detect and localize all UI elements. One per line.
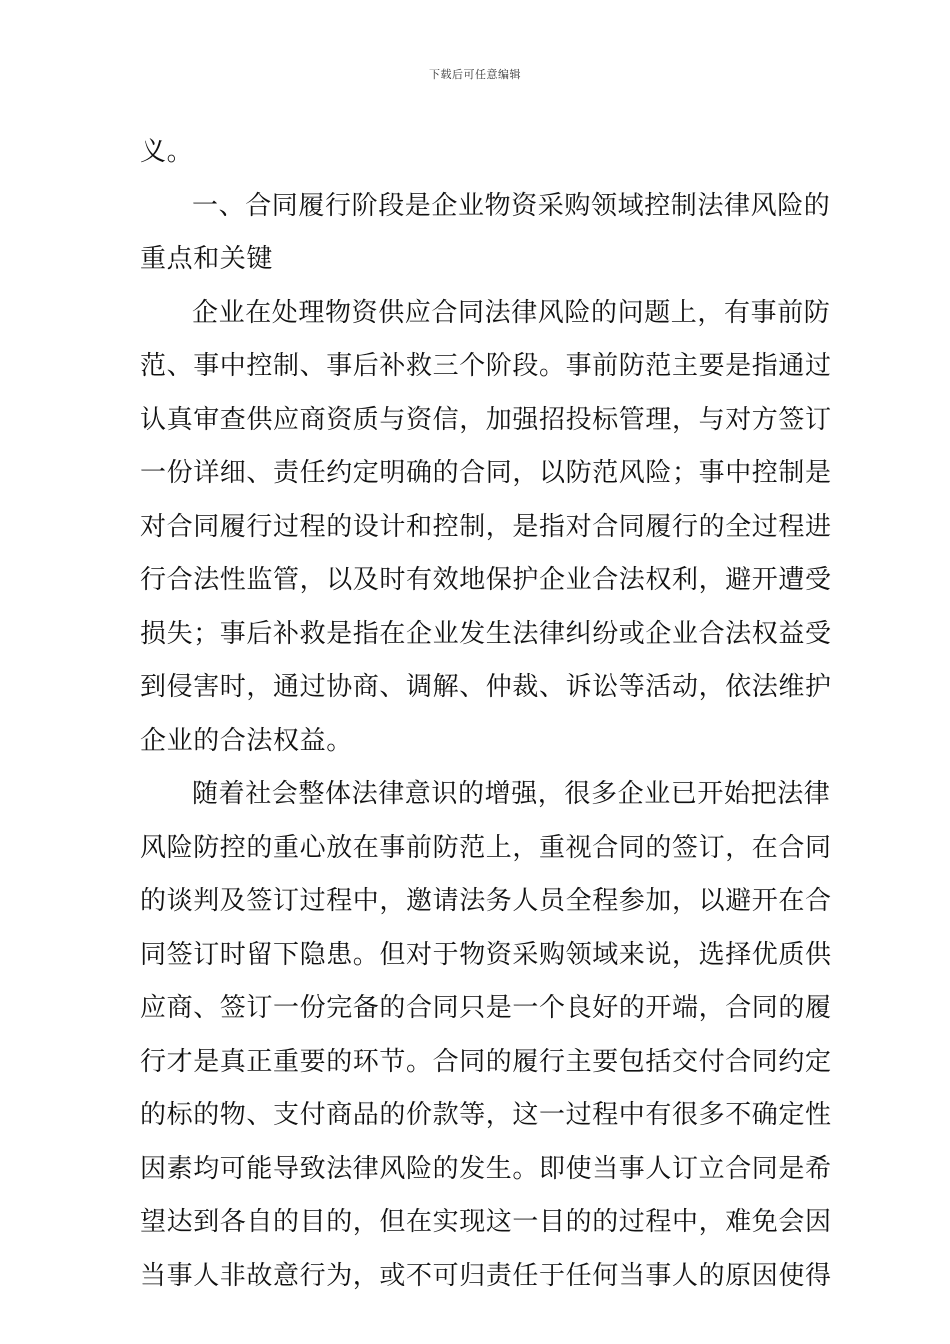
text-line: 的谈判及签订过程中，邀请法务人员全程参加，以避开在合 <box>140 886 832 916</box>
text-line: 损失；事后补救是指在企业发生法律纠纷或企业合法权益受 <box>140 618 832 649</box>
section-heading-line: 一、合同履行阶段是企业物资采购领域控制法律风险的 <box>192 190 831 221</box>
text-line: 望达到各自的目的，但在实现这一目的的过程中，难免会因 <box>140 1207 832 1237</box>
text-line: 行合法性监管，以及时有效地保护企业合法权利，避开遭受 <box>140 565 832 595</box>
text-line: 行才是真正重要的环节。合同的履行主要包括交付合同约定 <box>140 1046 832 1077</box>
body-text <box>140 126 832 1303</box>
text-line: 当事人非故意行为，或不可归责任于任何当事人的原因使得 <box>140 1260 832 1291</box>
section-heading-line: 重点和关键 <box>140 244 274 274</box>
text-line: 同签订时留下隐患。但对于物资采购领域来说，选择优质供 <box>140 939 832 970</box>
text-line: 一份详细、责任约定明确的合同，以防范风险；事中控制是 <box>140 458 832 488</box>
header-note: 下载后可任意编辑 <box>429 68 521 81</box>
text-line: 范、事中控制、事后补救三个阶段。事前防范主要是指通过 <box>140 351 832 381</box>
text-line: 义。 <box>140 137 194 167</box>
text-line: 认真审查供应商资质与资信，加强招投标管理，与对方签订 <box>140 404 832 435</box>
text-line: 企业在处理物资供应合同法律风险的问题上，有事前防 <box>192 297 831 328</box>
text-line: 因素均可能导致法律风险的发生。即使当事人订立合同是希 <box>140 1153 832 1184</box>
text-line: 企业的合法权益。 <box>140 725 353 756</box>
text-line: 随着社会整体法律意识的增强，很多企业已开始把法律 <box>192 779 831 809</box>
text-line: 的标的物、支付商品的价款等，这一过程中有很多不确定性 <box>140 1100 832 1130</box>
text-line: 到侵害时，通过协商、调解、仲裁、诉讼等活动，依法维护 <box>140 672 832 702</box>
text-line: 风险防控的重心放在事前防范上，重视合同的签订，在合同 <box>140 832 832 863</box>
text-line: 应商、签订一份完备的合同只是一个良好的开端，合同的履 <box>140 993 832 1023</box>
text-line: 对合同履行过程的设计和控制，是指对合同履行的全过程进 <box>140 511 832 542</box>
